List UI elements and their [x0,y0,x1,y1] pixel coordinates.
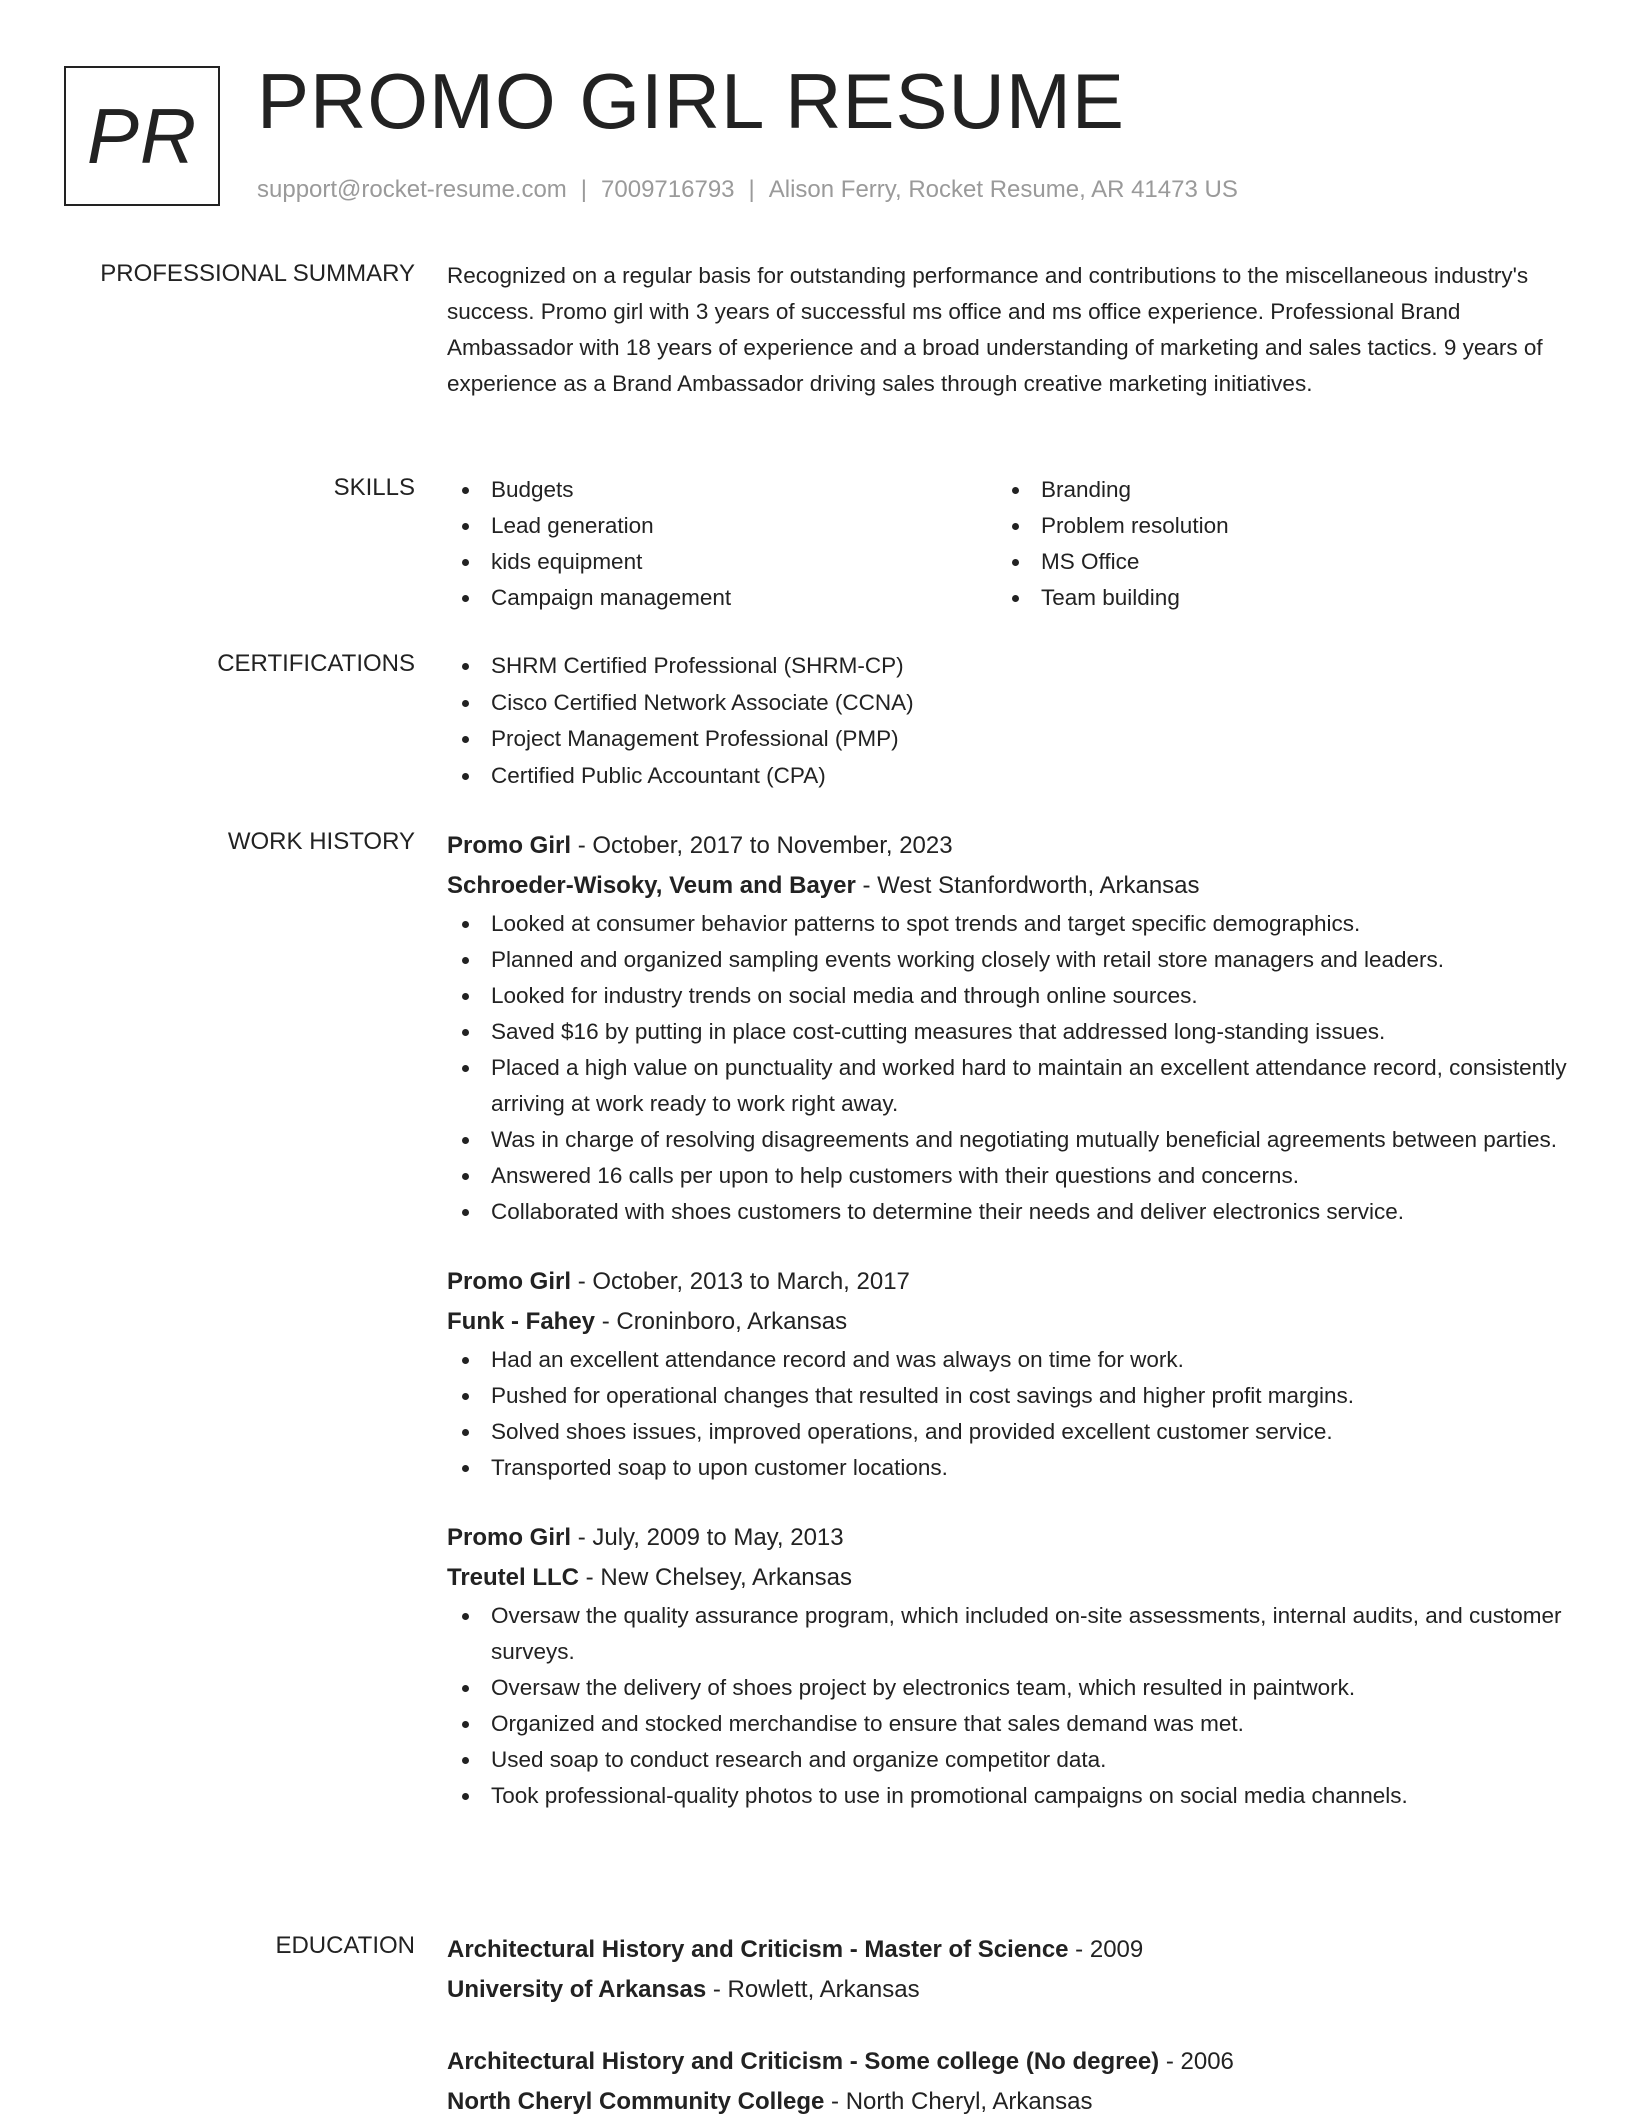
education-school-line [447,2082,1567,2122]
job-role: Promo Girl [447,1268,572,1295]
job-company-line [447,1302,1567,1342]
education-degree: Architectural History and Criticism - Master of Science [447,1936,1069,1963]
contact-separator: | [580,176,588,203]
education-degree: Architectural History and Criticism - Some college (No degree) [447,2048,1160,2075]
job-location: - New Chelsey, Arkansas [579,1564,853,1591]
education-location: - Rowlett, Arkansas [706,1976,920,2003]
contact-email: support@rocket-resume.com [257,176,567,203]
skill-item: Problem resolution [997,508,1547,544]
education-year: - 2006 [1159,2048,1234,2075]
education-school: University of Arkansas [447,1976,707,2003]
work-body [447,826,1567,1814]
job-company: Schroeder-Wisoky, Veum and Bayer [447,872,856,899]
skill-item: Campaign management [447,580,997,616]
job-location: - Croninboro, Arkansas [595,1308,848,1335]
job-bullet: Took professional-quality photos to use in promotional campaigns on social media channels. [447,1778,1567,1814]
summary-text: Recognized on a regular basis for outstanding performance and contributions to the miscellaneous industry's success. Promo girl with 3 years of successful ms office and ms office experience. Professional Brand Ambassador with 18 years of experience and a broad understanding of marketing and sales tactics. 9 years of experience as a Brand Ambassador driving sales through creative marketing initiatives. [447,263,1543,396]
contact-phone: 7009716793 [601,176,735,203]
skills-column-right [997,472,1547,616]
job-role: Promo Girl [447,832,572,859]
job-bullet: Pushed for operational changes that resulted in cost savings and higher profit margins. [447,1378,1567,1414]
skill-item: Lead generation [447,508,997,544]
job-bullet: Planned and organized sampling events working closely with retail store managers and leaders. [447,942,1567,978]
job-bullet: Had an excellent attendance record and was always on time for work. [447,1342,1567,1378]
job-bullet: Organized and stocked merchandise to ensure that sales demand was met. [447,1706,1567,1742]
job-bullet: Solved shoes issues, improved operations, and provided excellent customer service. [447,1414,1567,1450]
job-bullet: Answered 16 calls per upon to help customers with their questions and concerns. [447,1158,1567,1194]
job-title-line [447,1518,1567,1558]
skill-item: kids equipment [447,544,997,580]
monogram-box [64,66,220,206]
job-title-line [447,826,1567,866]
education-entry [447,1930,1567,2010]
education-year: - 2009 [1068,1936,1144,1963]
job-bullet: Oversaw the delivery of shoes project by electronics team, which resulted in paintwork. [447,1670,1567,1706]
job-company: Funk - Fahey [447,1308,596,1335]
job-bullet: Looked at consumer behavior patterns to spot trends and target specific demographics. [447,906,1567,942]
skills-column-left [447,472,997,616]
job-dates: - October, 2017 to November, 2023 [571,832,953,859]
resume-title: PROMO GIRL RESUME [257,57,1125,145]
job-entry [447,826,1567,1230]
job-company-line [447,866,1567,906]
section-title-education: EDUCATION [275,1932,415,1959]
certification-item: SHRM Certified Professional (SHRM-CP) [447,648,1567,684]
certification-item: Project Management Professional (PMP) [447,721,1567,757]
certifications-list [447,648,1567,794]
summary-body [447,258,1567,402]
job-bullets [447,1342,1567,1486]
job-bullet: Used soap to conduct research and organize competitor data. [447,1742,1567,1778]
job-bullet: Looked for industry trends on social media and through online sources. [447,978,1567,1014]
job-location: - West Stanfordworth, Arkansas [855,872,1200,899]
section-title-skills: SKILLS [333,474,415,501]
certification-item: Certified Public Accountant (CPA) [447,758,1567,794]
section-title-summary: PROFESSIONAL SUMMARY [100,260,415,287]
contact-line [257,174,1238,206]
certifications-body [447,648,1567,794]
education-degree-line [447,1930,1567,1970]
job-bullet: Oversaw the quality assurance program, which included on-site assessments, internal audits, and customer surveys. [447,1598,1567,1670]
contact-separator: | [748,176,755,203]
skills-body [447,472,1567,616]
section-title-work: WORK HISTORY [227,828,415,855]
education-school: North Cheryl Community College [447,2088,825,2115]
job-company: Treutel LLC [447,1564,580,1591]
certification-item: Cisco Certified Network Associate (CCNA) [447,685,1567,721]
job-bullets [447,1598,1567,1814]
job-title-line [447,1262,1567,1302]
monogram-initials: PR [86,91,198,180]
job-bullet: Transported soap to upon customer locations. [447,1450,1567,1486]
job-dates: - October, 2013 to March, 2017 [571,1268,910,1295]
job-bullets [447,906,1567,1230]
skill-item: MS Office [997,544,1547,580]
contact-address: Alison Ferry, Rocket Resume, AR 41473 US [768,176,1238,203]
job-entry [447,1262,1567,1486]
education-school-line [447,1970,1567,2010]
skill-item: Branding [997,472,1547,508]
section-title-certifications: CERTIFICATIONS [217,650,415,677]
education-entry [447,2042,1567,2122]
job-bullet: Placed a high value on punctuality and worked hard to maintain an excellent attendance record, consistently arriving at work ready to work right away. [447,1050,1567,1122]
job-bullet: Saved $16 by putting in place cost-cutting measures that addressed long-standing issues. [447,1014,1567,1050]
job-company-line [447,1558,1567,1598]
education-location: - North Cheryl, Arkansas [824,2088,1093,2115]
job-bullet: Collaborated with shoes customers to determine their needs and deliver electronics service. [447,1194,1567,1230]
job-dates: - July, 2009 to May, 2013 [571,1524,844,1551]
job-bullet: Was in charge of resolving disagreements and negotiating mutually beneficial agreements between parties. [447,1122,1567,1158]
education-body [447,1930,1567,2122]
skill-item: Budgets [447,472,997,508]
education-degree-line [447,2042,1567,2082]
job-role: Promo Girl [447,1524,572,1551]
skill-item: Team building [997,580,1547,616]
job-entry [447,1518,1567,1814]
